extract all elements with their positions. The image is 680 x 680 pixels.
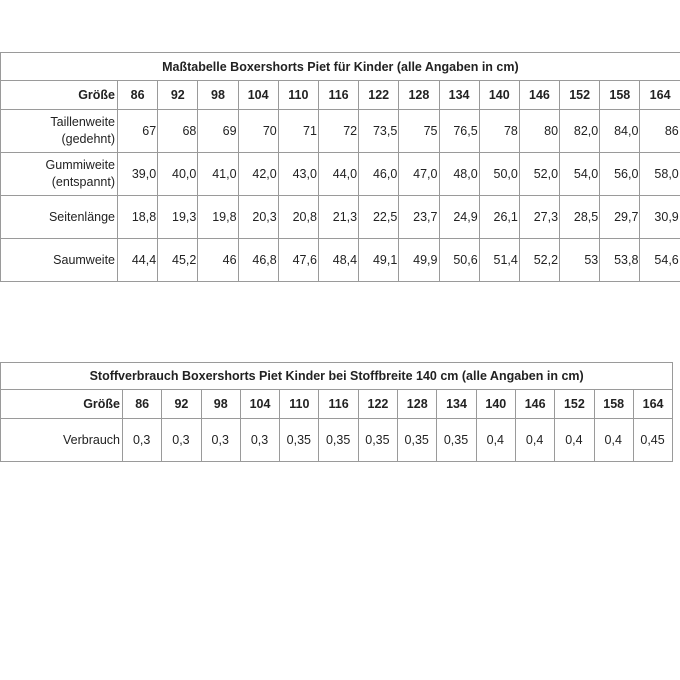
table-cell: 22,5 xyxy=(359,196,399,239)
table-cell: 80 xyxy=(519,110,559,153)
table-cell: 26,1 xyxy=(479,196,519,239)
table-cell: 68 xyxy=(158,110,198,153)
table-cell: 72 xyxy=(318,110,358,153)
table-cell: 69 xyxy=(198,110,238,153)
table-cell: 58,0 xyxy=(640,153,680,196)
table-cell: 29,7 xyxy=(600,196,640,239)
table-cell: 39,0 xyxy=(118,153,158,196)
size-header: 158 xyxy=(594,390,633,419)
table-cell: 0,3 xyxy=(240,419,279,462)
table-cell: 49,9 xyxy=(399,239,439,282)
table-cell: 50,6 xyxy=(439,239,479,282)
row-label: Saumweite xyxy=(1,239,118,282)
table-cell: 47,6 xyxy=(278,239,318,282)
table-row xyxy=(1,110,680,153)
table-cell: 41,0 xyxy=(198,153,238,196)
table-cell: 40,0 xyxy=(158,153,198,196)
table-row xyxy=(1,239,680,282)
table-cell: 46,8 xyxy=(238,239,278,282)
size-header-row xyxy=(1,390,673,419)
table-cell: 49,1 xyxy=(359,239,399,282)
row-label: Verbrauch xyxy=(1,419,123,462)
table-cell: 71 xyxy=(278,110,318,153)
table-row xyxy=(1,196,680,239)
table-cell: 42,0 xyxy=(238,153,278,196)
size-header: 86 xyxy=(123,390,162,419)
table-cell: 52,2 xyxy=(519,239,559,282)
size-label: Größe xyxy=(1,390,123,419)
size-header: 98 xyxy=(201,390,240,419)
table-cell: 45,2 xyxy=(158,239,198,282)
size-header: 98 xyxy=(198,81,238,110)
size-header: 158 xyxy=(600,81,640,110)
table-cell: 24,9 xyxy=(439,196,479,239)
table-cell: 67 xyxy=(118,110,158,153)
table-cell: 48,4 xyxy=(318,239,358,282)
size-header: 134 xyxy=(439,81,479,110)
size-header: 104 xyxy=(240,390,279,419)
table-cell: 54,6 xyxy=(640,239,680,282)
size-header: 86 xyxy=(118,81,158,110)
fabric-usage-title: Stoffverbrauch Boxershorts Piet Kinder bei Stoffbreite 140 cm (alle Angaben in cm) xyxy=(1,363,673,390)
table-cell: 44,4 xyxy=(118,239,158,282)
size-header: 140 xyxy=(476,390,515,419)
table-cell: 28,5 xyxy=(560,196,600,239)
size-header: 92 xyxy=(158,81,198,110)
table-cell: 0,3 xyxy=(162,419,201,462)
size-header: 146 xyxy=(519,81,559,110)
table-cell: 23,7 xyxy=(399,196,439,239)
table-cell: 0,3 xyxy=(123,419,162,462)
table-cell: 75 xyxy=(399,110,439,153)
table-cell: 0,3 xyxy=(201,419,240,462)
table-cell: 0,35 xyxy=(437,419,476,462)
size-header: 128 xyxy=(398,390,437,419)
row-label: Taillenweite (gedehnt) xyxy=(1,110,118,153)
size-header: 110 xyxy=(278,81,318,110)
table-cell: 0,35 xyxy=(358,419,397,462)
size-chart-title: Maßtabelle Boxershorts Piet für Kinder (alle Angaben in cm) xyxy=(1,53,680,81)
table-cell: 50,0 xyxy=(479,153,519,196)
table-cell: 46,0 xyxy=(359,153,399,196)
table-cell: 21,3 xyxy=(318,196,358,239)
size-header: 104 xyxy=(238,81,278,110)
table-cell: 56,0 xyxy=(600,153,640,196)
size-label: Größe xyxy=(1,81,118,110)
table-cell: 0,45 xyxy=(633,419,672,462)
table-cell: 20,8 xyxy=(278,196,318,239)
table-row xyxy=(1,419,673,462)
table-cell: 0,4 xyxy=(594,419,633,462)
table-cell: 73,5 xyxy=(359,110,399,153)
size-header: 164 xyxy=(633,390,672,419)
table-cell: 0,4 xyxy=(555,419,594,462)
size-header-row xyxy=(1,81,680,110)
table-cell: 47,0 xyxy=(399,153,439,196)
size-header: 92 xyxy=(162,390,201,419)
table-cell: 51,4 xyxy=(479,239,519,282)
size-header: 116 xyxy=(318,81,358,110)
table-cell: 43,0 xyxy=(278,153,318,196)
table-cell: 46 xyxy=(198,239,238,282)
size-header: 110 xyxy=(280,390,319,419)
table-cell: 0,35 xyxy=(280,419,319,462)
table-cell: 0,35 xyxy=(319,419,358,462)
table-cell: 48,0 xyxy=(439,153,479,196)
table-cell: 84,0 xyxy=(600,110,640,153)
table-cell: 86 xyxy=(640,110,680,153)
table-cell: 19,8 xyxy=(198,196,238,239)
size-header: 152 xyxy=(555,390,594,419)
size-header: 140 xyxy=(479,81,519,110)
table-cell: 0,35 xyxy=(398,419,437,462)
fabric-usage-table xyxy=(0,362,673,462)
table-cell: 44,0 xyxy=(318,153,358,196)
table-cell: 53 xyxy=(560,239,600,282)
table-cell: 78 xyxy=(479,110,519,153)
table-cell: 70 xyxy=(238,110,278,153)
size-chart-table xyxy=(0,52,680,282)
table-cell: 30,9 xyxy=(640,196,680,239)
table-cell: 54,0 xyxy=(560,153,600,196)
size-header: 122 xyxy=(359,81,399,110)
table-row xyxy=(1,153,680,196)
size-header: 128 xyxy=(399,81,439,110)
size-header: 164 xyxy=(640,81,680,110)
table-cell: 0,4 xyxy=(515,419,554,462)
table-cell: 18,8 xyxy=(118,196,158,239)
table-cell: 19,3 xyxy=(158,196,198,239)
size-header: 122 xyxy=(358,390,397,419)
size-header: 134 xyxy=(437,390,476,419)
size-header: 116 xyxy=(319,390,358,419)
table-cell: 20,3 xyxy=(238,196,278,239)
row-label: Gummiweite (entspannt) xyxy=(1,153,118,196)
table-cell: 0,4 xyxy=(476,419,515,462)
table-cell: 76,5 xyxy=(439,110,479,153)
size-header: 146 xyxy=(515,390,554,419)
table-cell: 27,3 xyxy=(519,196,559,239)
size-header: 152 xyxy=(560,81,600,110)
row-label: Seitenlänge xyxy=(1,196,118,239)
table-cell: 53,8 xyxy=(600,239,640,282)
table-cell: 82,0 xyxy=(560,110,600,153)
table-cell: 52,0 xyxy=(519,153,559,196)
